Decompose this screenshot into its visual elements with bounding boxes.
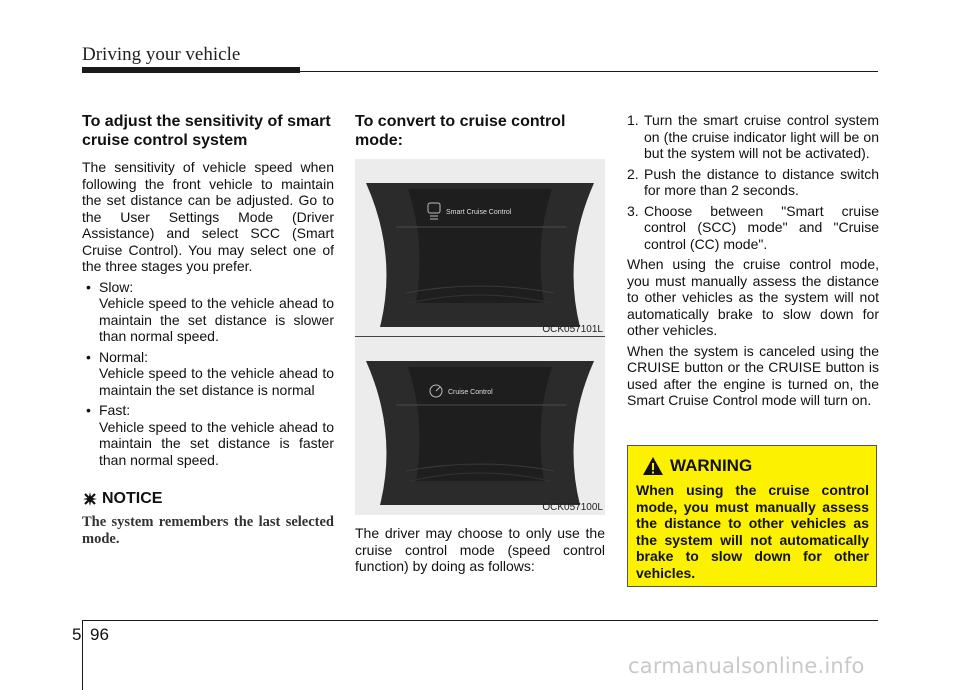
cluster-screen-label: Smart Cruise Control — [446, 209, 512, 216]
notice-title: NOTICE — [102, 490, 163, 507]
warning-triangle-icon — [642, 456, 664, 476]
steps-list — [627, 112, 879, 252]
warning-title: WARNING — [670, 456, 753, 475]
figure-caption: OCK057100L — [542, 502, 603, 513]
stage-fast — [82, 402, 334, 468]
sensitivity-intro: The sensitivity of vehicle speed when following the front vehicle to maintain the set distance can be adjusted. Go to the User Settings Mode (Driver Assistance) and select SCC (Smart Cruise Control). You may select one of the three stages you prefer. — [82, 159, 334, 274]
stage-label: • Fast: — [82, 402, 334, 419]
warning-box — [627, 445, 877, 587]
cluster-display-image — [366, 361, 594, 505]
section-number: 5 — [72, 625, 82, 644]
stage-desc: Vehicle speed to the vehicle ahead to maintain the set distance is faster than normal speed. — [99, 418, 334, 468]
notice-mark-icon — [82, 491, 98, 507]
stage-normal — [82, 349, 334, 399]
stage-slow — [82, 279, 334, 345]
stage-label: • Normal: — [82, 349, 334, 366]
cluster-screen-label: Cruise Control — [448, 389, 493, 396]
page-number — [72, 625, 109, 645]
stage-desc: Vehicle speed to the vehicle ahead to maintain the set distance is normal — [99, 365, 334, 398]
notice-heading — [82, 490, 334, 508]
sensitivity-heading: To adjust the sensitivity of smart cruise control system — [82, 113, 331, 149]
page-header-title: Driving your vehicle — [82, 44, 241, 65]
stage-desc: Vehicle speed to the vehicle ahead to maintain the set distance is slower than normal speed. — [99, 295, 334, 344]
stage-label: • Slow: — [82, 279, 334, 296]
column-sensitivity — [82, 112, 334, 548]
figure-cruise — [355, 337, 605, 515]
column-steps — [627, 112, 879, 413]
warning-heading — [642, 456, 752, 476]
list-item: 3. Choose between "Smart cruise control (SCC) mode" and "Cruise control (CC) mode". — [627, 202, 879, 252]
watermark: carmanualsonline.info — [628, 654, 865, 678]
figure-caption: OCK057101L — [542, 324, 603, 335]
header-rule-thick — [82, 67, 300, 73]
list-item: 2. Push the distance to distance switch for more than 2 seconds. — [627, 165, 879, 198]
cruise-mode-paragraph: When using the cruise control mode, you must manually assess the distance to other vehicles as the system will not automatically brake to slow down for other vehicles. — [627, 256, 879, 338]
convert-text: The driver may choose to only use the cruise control mode (speed control function) by doing as follows: — [355, 525, 605, 574]
header-rule-thin — [300, 71, 878, 72]
cluster-display-image — [366, 183, 594, 327]
figure-smart-cruise — [355, 159, 605, 337]
warning-text: When using the cruise control mode, you must manually assess the distance to other vehicles as the system will not automatically brake to slow down for other vehicles. — [636, 482, 869, 581]
page-number-value: 96 — [90, 625, 109, 644]
footer-rule — [82, 620, 878, 621]
column-convert — [355, 112, 605, 579]
convert-heading: To convert to cruise control mode: — [355, 113, 566, 149]
notice-text: The system remembers the last selected mode. — [82, 514, 334, 547]
cancel-paragraph: When the system is canceled using the CRUISE button or the CRUISE button is used after the engine is turned on, the Smart Cruise Control mode will turn on. — [627, 342, 879, 408]
list-item: 1. Turn the smart cruise control system on (the cruise indicator light will be on but the system will not be activated). — [627, 112, 879, 161]
